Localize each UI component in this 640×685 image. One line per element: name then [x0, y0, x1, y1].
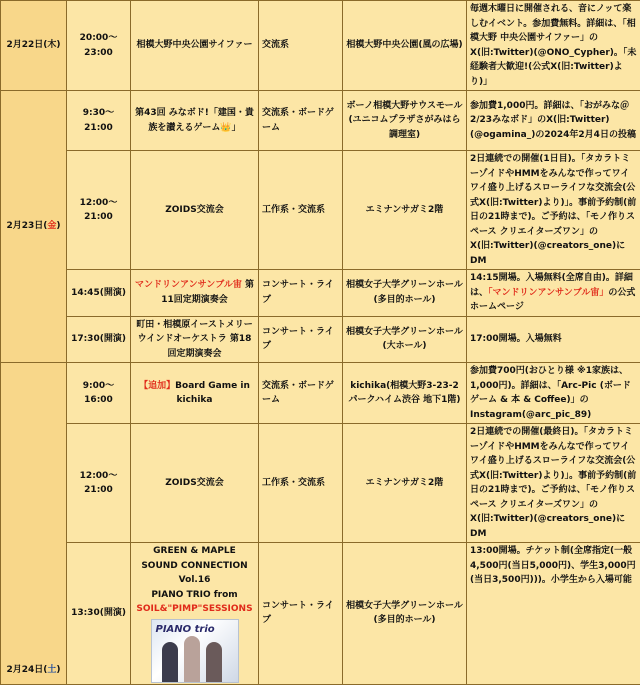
event-title: 町田・相模原イーストメリーウインドオーケストラ 第18回定期演奏会 — [131, 316, 259, 363]
time-cell: 14:45(開演) — [67, 270, 131, 317]
table-row — [1, 316, 640, 363]
genre-cell: コンサート・ライブ — [259, 316, 343, 363]
genre-cell: 工作系・交流系 — [259, 424, 343, 543]
event-title: 相模大野中央公園サイファー — [131, 1, 259, 91]
detail-cell: 2日連続での開催(最終日)。「タカラトミーゾイドやHMMをみんなで作ってワイワイ盛り上げるスローライフな交流会(公式X(旧:Twitter)より)」。事前予約制(前日の21時まで)。ご予約は、「モノ作りスペース クリエイターズワン」のX(旧:Twitter)(@creators_one)にDM — [467, 424, 640, 543]
time-cell: 17:30(開演) — [67, 316, 131, 363]
venue-cell: エミナンサガミ2階 — [343, 151, 467, 270]
detail-cell: 参加費1,000円。詳細は、「おがみな＠2/23みなボド」のX(旧:Twitter)(@ogamina_)の2024年2月4日の投稿 — [467, 91, 640, 151]
date-cell: 2月22日(木) — [1, 1, 67, 91]
event-title: マンドリンアンサンブル宙 第11回定期演奏会 — [131, 270, 259, 317]
table-row — [1, 151, 640, 270]
date-cell: 2月24日(土) — [1, 363, 67, 685]
detail-cell: 14:15開場。入場無料(全席自由)。詳細は、「マンドリンアンサンブル宙」の公式ホームページ — [467, 270, 640, 317]
detail-cell: 17:00開場。入場無料 — [467, 316, 640, 363]
table-row — [1, 1, 640, 91]
detail-cell: 2日連続での開催(1日目)。「タカラトミーゾイドやHMMをみんなで作ってワイワイ盛り上げるスローライフな交流会(公式X(旧:Twitter)より)」。事前予約制(前日の21時まで)。ご予約は、「モノ作りスペース クリエイターズワン」のX(旧:Twitter)(@creators_one)にDM — [467, 151, 640, 270]
venue-cell: 相模大野中央公園(風の広場) — [343, 1, 467, 91]
event-title: 第43回 みなボド!「建国・貴族を讃えるゲーム👑」 — [131, 91, 259, 151]
time-cell: 13:30(開演) — [67, 543, 131, 685]
venue-cell: 相模女子大学グリーンホール(大ホール) — [343, 316, 467, 363]
table-row — [1, 543, 640, 685]
event-title: GREEN & MAPLE SOUND CONNECTION Vol.16 PIANO TRIO from SOIL&"PIMP"SESSIONS PIANO trio — [131, 543, 259, 685]
table-row — [1, 424, 640, 543]
event-title: 【追加】Board Game in kichika — [131, 363, 259, 424]
event-poster-image: PIANO trio — [151, 619, 239, 683]
time-cell: 9:30～21:00 — [67, 91, 131, 151]
venue-cell: エミナンサガミ2階 — [343, 424, 467, 543]
genre-cell: 交流系・ボードゲーム — [259, 363, 343, 424]
detail-cell: 毎週木曜日に開催される、音にノッて楽しむイベント。参加費無料。詳細は、「相模大野 中央公園サイファー」のX(旧:Twitter)(@ONO_Cypher)。「未経験者大歓迎!(公式X(旧:Twitter)より)」 — [467, 1, 640, 91]
venue-cell: ボーノ相模大野サウスモール(ユニコムプラザさがみはら調理室) — [343, 91, 467, 151]
table-row — [1, 270, 640, 317]
detail-cell: 参加費700円(おひとり様 ※1家族は、1,000円)。詳細は、「Arc-Pic (ボードゲーム & 本 & Coffee)」のInstagram(@arc_pic_89) — [467, 363, 640, 424]
venue-cell: 相模女子大学グリーンホール(多目的ホール) — [343, 543, 467, 685]
time-cell: 9:00～16:00 — [67, 363, 131, 424]
time-cell: 12:00～21:00 — [67, 424, 131, 543]
time-cell: 12:00～21:00 — [67, 151, 131, 270]
venue-cell: 相模女子大学グリーンホール(多目的ホール) — [343, 270, 467, 317]
event-title: ZOIDS交流会 — [131, 424, 259, 543]
genre-cell: コンサート・ライブ — [259, 543, 343, 685]
genre-cell: 工作系・交流系 — [259, 151, 343, 270]
table-row — [1, 363, 640, 424]
time-cell: 20:00～23:00 — [67, 1, 131, 91]
genre-cell: コンサート・ライブ — [259, 270, 343, 317]
detail-cell: 13:00開場。チケット制(全席指定(一般4,500円(当日5,000円)、学生3,000円(当日3,500円)))。小学生から入場可能 — [467, 543, 640, 685]
event-title: ZOIDS交流会 — [131, 151, 259, 270]
table-row — [1, 91, 640, 151]
genre-cell: 交流系・ボードゲーム — [259, 91, 343, 151]
date-cell: 2月23日(金) — [1, 91, 67, 363]
venue-cell: kichika(相模大野3-23-2 パークハイム渋谷 地下1階) — [343, 363, 467, 424]
genre-cell: 交流系 — [259, 1, 343, 91]
